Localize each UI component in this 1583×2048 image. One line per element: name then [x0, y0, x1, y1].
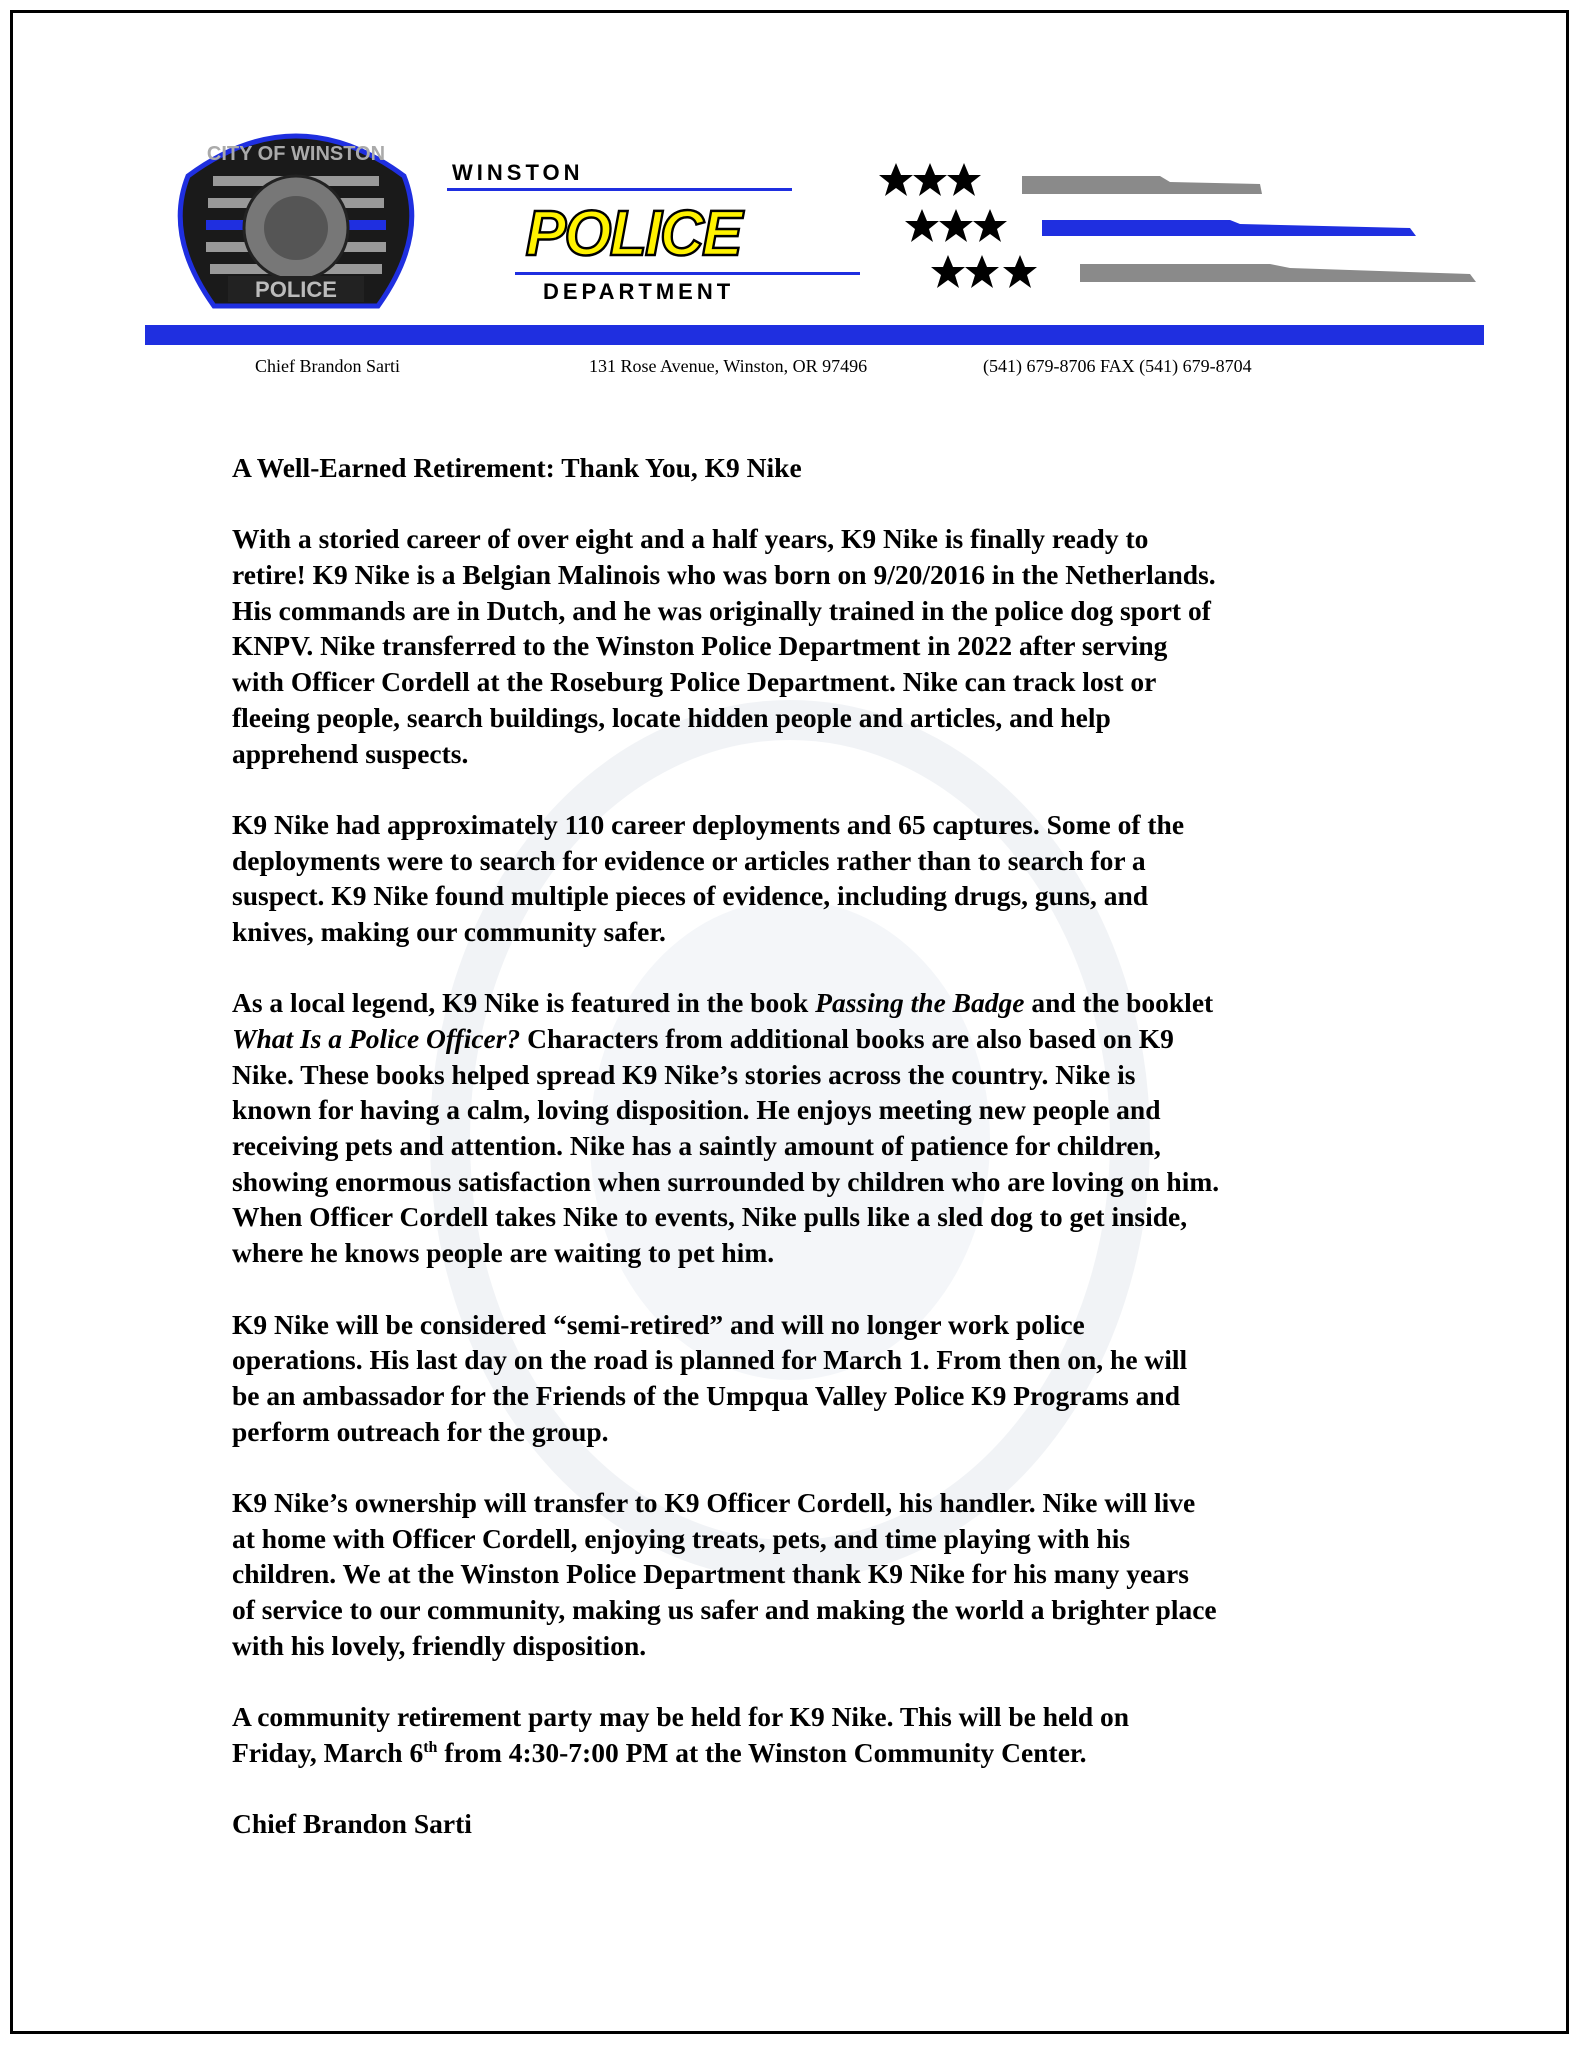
text-segment: Characters from additional books are also based on K9	[520, 1023, 1174, 1054]
text-line	[232, 736, 1219, 772]
text-segment: Friday, March 6	[232, 1736, 424, 1768]
paragraph-intro	[232, 521, 1219, 771]
text-segment: with Officer Cordell at the Roseburg Police Department. Nike can track lost or	[232, 666, 1157, 698]
signature	[232, 1806, 1219, 1842]
text-segment: KNPV. Nike transferred to the Winston Police Department in 2022 after serving	[232, 630, 1168, 662]
text-segment: retire! K9 Nike is a Belgian Malinois who was born on 9/20/2016 in the Netherlands.	[232, 559, 1216, 591]
letter-body	[232, 450, 1219, 1878]
text-segment: knives, making our community safer.	[232, 915, 666, 947]
text-line	[232, 1199, 1219, 1235]
text-line	[232, 521, 1219, 557]
text-segment: His commands are in Dutch, and he was originally trained in the police dog sport of	[232, 594, 1211, 626]
text-line	[232, 1128, 1219, 1164]
text-segment: operations. His last day on the road is planned for March 1. From then on, he will	[232, 1344, 1188, 1376]
text-line	[232, 1021, 1219, 1057]
text-line	[232, 878, 1219, 914]
text-line	[232, 664, 1219, 700]
text-line	[232, 1556, 1219, 1592]
contact-chief: Chief Brandon Sarti	[255, 356, 400, 376]
text-segment: deployments were to search for evidence or articles rather than to search for a	[232, 844, 1146, 876]
star-icons	[879, 163, 1037, 288]
letter-title	[232, 450, 1219, 486]
text-segment: perform outreach for the group.	[232, 1415, 609, 1447]
text-line	[232, 807, 1219, 843]
paragraph-ownership	[232, 1485, 1219, 1663]
wordmark-department: DEPARTMENT	[543, 279, 735, 304]
city-of-winston-police-badge-logo	[168, 116, 424, 314]
text-segment: K9 Nike had approximately 110 career deployments and 65 captures. Some of the	[232, 808, 1185, 840]
text-segment: from 4:30-7:00 PM at the Winston Community Center.	[437, 1736, 1087, 1768]
text-segment: showing enormous satisfaction when surrounded by children who are loving on him.	[232, 1165, 1220, 1197]
text-segment: known for having a calm, loving disposition. He enjoys meeting new people and	[232, 1094, 1161, 1126]
text-segment: A community retirement party may be held for K9 Nike. This will be held on	[232, 1701, 1130, 1733]
text-line	[232, 1592, 1219, 1628]
text-line	[232, 1057, 1219, 1093]
wordmark-rule-bottom	[515, 272, 860, 275]
text-segment: Nike. These books helped spread K9 Nike’s stories across the country. Nike is	[232, 1058, 1136, 1090]
text-line	[232, 1378, 1219, 1414]
text-line	[232, 1342, 1219, 1378]
contact-phone-fax: (541) 679-8706 FAX (541) 679-8704	[983, 356, 1252, 376]
text-segment: and the booklet	[1024, 987, 1214, 1019]
text-segment: Chief Brandon Sarti	[232, 1808, 472, 1840]
text-segment: With a storied career of over eight and a half years, K9 Nike is finally ready to	[232, 523, 1149, 555]
text-segment: at home with Officer Cordell, enjoying treats, pets, and time playing with his	[232, 1522, 1131, 1554]
text-line	[232, 1521, 1219, 1557]
paragraph-party	[232, 1699, 1219, 1770]
text-segment: with his lovely, friendly disposition.	[232, 1629, 647, 1661]
text-segment: where he knows people are waiting to pet him.	[232, 1237, 775, 1269]
text-line	[232, 450, 1219, 486]
text-line	[232, 1699, 1219, 1735]
text-line	[232, 914, 1219, 950]
text-segment: As a local legend, K9 Nike is featured in the book	[232, 987, 816, 1019]
wordmark-rule-top	[447, 188, 792, 191]
text-segment: of service to our community, making us safer and making the world a brighter place	[232, 1594, 1217, 1625]
badge-bottom-text: POLICE	[255, 277, 337, 302]
text-line	[232, 1485, 1219, 1521]
wordmark-winston: WINSTON	[452, 160, 584, 185]
text-segment: When Officer Cordell takes Nike to events, Nike pulls like a sled dog to get inside,	[232, 1201, 1188, 1233]
text-line	[232, 557, 1219, 593]
contact-address: 131 Rose Avenue, Winston, OR 97496	[589, 356, 868, 376]
text-segment: K9 Nike will be considered “semi-retired” and will no longer work police	[232, 1308, 1085, 1340]
text-line	[232, 593, 1219, 629]
text-line	[232, 1092, 1219, 1128]
text-line	[232, 1235, 1219, 1271]
text-segment: apprehend suspects.	[232, 737, 469, 769]
text-segment: be an ambassador for the Friends of the Umpqua Valley Police K9 Programs and	[232, 1379, 1181, 1411]
text-line	[232, 1307, 1219, 1343]
text-segment: A Well-Earned Retirement: Thank You, K9 Nike	[232, 452, 802, 483]
text-segment: fleeing people, search buildings, locate hidden people and articles, and help	[232, 701, 1111, 733]
text-line	[232, 1806, 1219, 1842]
text-segment: children. We at the Winston Police Department thank K9 Nike for his many years	[232, 1558, 1189, 1590]
paragraph-deployments	[232, 807, 1219, 950]
badge-top-text: CITY OF WINSTON	[206, 143, 386, 165]
text-line	[232, 985, 1219, 1021]
text-segment: K9 Nike’s ownership will transfer to K9 Officer Cordell, his handler. Nike will live	[232, 1486, 1196, 1518]
text-line	[232, 1164, 1219, 1200]
text-line	[232, 843, 1219, 879]
text-line	[232, 1735, 1219, 1771]
paragraph-semi-retired	[232, 1307, 1219, 1450]
paragraph-legend	[232, 985, 1219, 1271]
text-line	[232, 628, 1219, 664]
text-segment: suspect. K9 Nike found multiple pieces of evidence, including drugs, guns, and	[232, 880, 1149, 912]
book-title: What Is a Police Officer?	[232, 1023, 521, 1054]
thin-blue-line-flag-graphic	[870, 158, 1480, 292]
header-blue-bar	[145, 325, 1484, 345]
text-segment: receiving pets and attention. Nike has a saintly amount of patience for children,	[232, 1130, 1161, 1162]
wordmark-police: POLICE	[525, 197, 741, 269]
text-line	[232, 1414, 1219, 1450]
text-line	[232, 700, 1219, 736]
text-line	[232, 1628, 1219, 1664]
book-title: Passing the Badge	[815, 987, 1025, 1019]
ordinal-suffix: th	[423, 1738, 438, 1756]
